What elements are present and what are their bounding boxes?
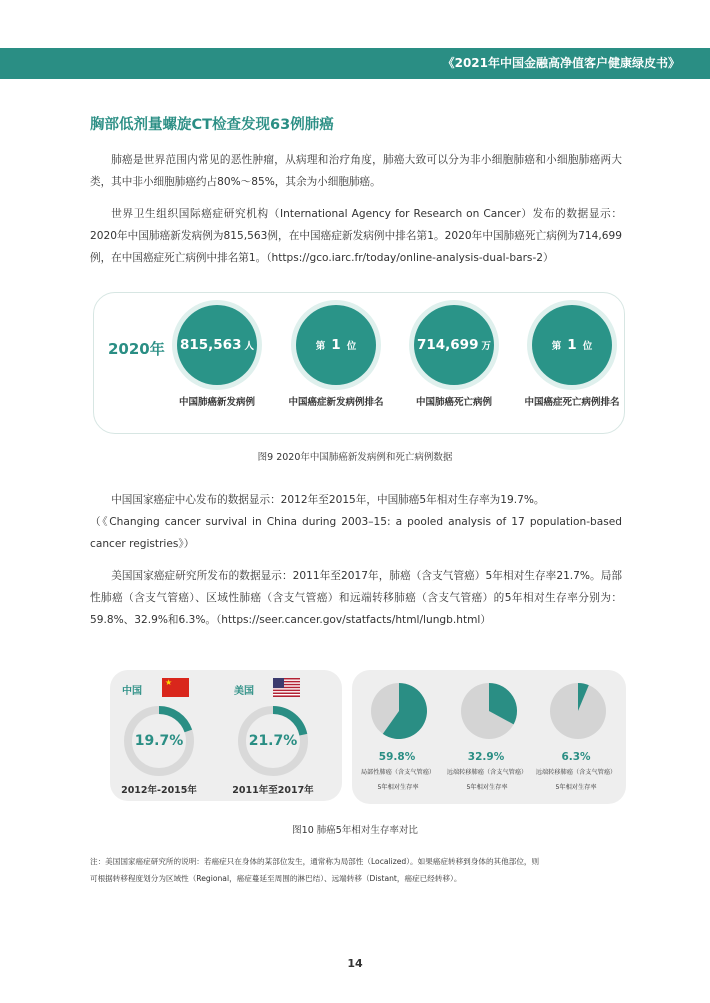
country-label-china: 中国	[122, 686, 142, 697]
ring-value: 19.7%	[134, 733, 184, 749]
pie-label	[530, 768, 622, 793]
usa-flag-icon	[273, 678, 300, 697]
pie-label-line1: 远端转移肺癌（含支气管癌）	[535, 769, 617, 776]
pie-label-line1: 远端转移肺癌（含支气管癌）	[446, 769, 528, 776]
paragraph: 中国国家癌症中心发布的数据显示：2012年至2015年，中国肺癌5年相对生存率为19.7%。	[111, 494, 545, 506]
figure-10-country-panel	[110, 670, 342, 801]
paragraph: （《Changing cancer survival in China during 2003–15: a pooled analysis of 17 population-based cancer registries》）	[90, 516, 622, 550]
stat-unit: 位	[346, 341, 357, 352]
stat-circle-death-rank	[532, 305, 612, 385]
stat-circle-new-rank	[296, 305, 376, 385]
footnote	[90, 853, 630, 887]
intro-paragraphs	[90, 149, 622, 279]
period-label: 2011年至2017年	[232, 785, 314, 796]
ring-china	[122, 704, 196, 778]
pie-label-line2: 5年相对生存率	[466, 784, 508, 791]
year-label: 2020年	[108, 340, 165, 358]
paragraph: 美国国家癌症研究所发布的数据显示：2011年至2017年，肺癌（含支气管癌）5年相对生存率21.7%。局部性肺癌（含支气管癌）、区域性肺癌（含支气管癌）和远端转移肺癌（含支气管癌）的5年相对生存率分别为：59.8%、32.9%和6.3%。（https://seer.cancer.gov/statfacts/html/lungb.html）	[90, 570, 622, 626]
pie-label-line2: 5年相对生存率	[377, 784, 419, 791]
ring-value: 21.7%	[248, 733, 298, 749]
document-title: 《2021年中国金融高净值客户健康绿皮书》	[442, 56, 680, 70]
period-label: 2012年-2015年	[121, 785, 197, 796]
paragraph: 世界卫生组织国际癌症研究机构（International Agency for Research on Cancer）发布的数据显示：2020年中国肺癌新发病例为815,563例，在中国癌症新发病例中排名第1。2020年中国肺癌死亡病例为714,699例，在中国癌症死亡病例中排名第1。（https://gco.iarc.fr/today/online-analysis-dual-bars-2）	[90, 208, 622, 264]
footnote-line: 可根据转移程度划分为区域性（Regional，癌症蔓延至周围的淋巴结）、远端转移（Distant，癌症已经转移）。	[90, 874, 462, 883]
stat-value: 714,699	[416, 337, 479, 353]
footnote-line: 注：美国国家癌症研究所的说明：若癌症只在身体的某部位发生，通常称为局部性（Localized）。如果癌症转移到身体的其他部位，则	[90, 857, 540, 866]
pie-regional	[460, 682, 518, 740]
stat-value: 1	[331, 337, 341, 353]
pie-percent: 32.9%	[467, 751, 505, 763]
stat-label: 中国肺癌死亡病例	[415, 397, 492, 408]
stat-value: 815,563	[179, 337, 242, 353]
stat-value: 1	[567, 337, 577, 353]
ring-usa	[236, 704, 310, 778]
stat-prefix: 第	[551, 341, 562, 352]
paragraph: 肺癌是世界范围内常见的恶性肿瘤，从病理和治疗角度，肺癌大致可以分为非小细胞肺癌和小细胞肺癌两大类，其中非小细胞肺癌约占80%～85%，其余为小细胞肺癌。	[90, 154, 622, 188]
stat-circle-new-cases	[177, 305, 257, 385]
country-label-usa: 美国	[234, 686, 254, 697]
pie-percent: 59.8%	[378, 751, 416, 763]
stat-label: 中国癌症新发病例排名	[288, 397, 384, 408]
pie-distant	[549, 682, 607, 740]
pie-label-line1: 局部性肺癌（含支气管癌）	[360, 769, 436, 776]
page-number: 14	[347, 957, 363, 970]
figure-9-caption: 图9 2020年中国肺癌新发病例和死亡病例数据	[257, 452, 453, 463]
pie-label-line2: 5年相对生存率	[555, 784, 597, 791]
stat-unit: 人	[244, 341, 254, 352]
stat-label: 中国肺癌新发病例	[178, 397, 255, 408]
pie-label	[352, 768, 444, 793]
pie-percent: 6.3%	[561, 751, 591, 763]
stat-prefix: 第	[315, 341, 326, 352]
stat-unit: 位	[582, 341, 593, 352]
header-bar	[0, 48, 710, 79]
figure-9-stats-panel	[93, 292, 625, 434]
pie-localized	[370, 682, 428, 740]
china-flag-icon: ★	[162, 678, 189, 697]
stat-label: 中国癌症死亡病例排名	[524, 397, 620, 408]
figure-10-stage-panel	[352, 670, 626, 804]
survival-paragraphs	[90, 489, 622, 641]
pie-label	[441, 768, 533, 793]
stat-circle-deaths	[414, 305, 494, 385]
stat-unit: 万	[481, 341, 491, 352]
figure-10-caption: 图10 肺癌5年相对生存率对比	[292, 825, 418, 836]
section-heading: 胸部低剂量螺旋CT检查发现63例肺癌	[90, 117, 334, 133]
